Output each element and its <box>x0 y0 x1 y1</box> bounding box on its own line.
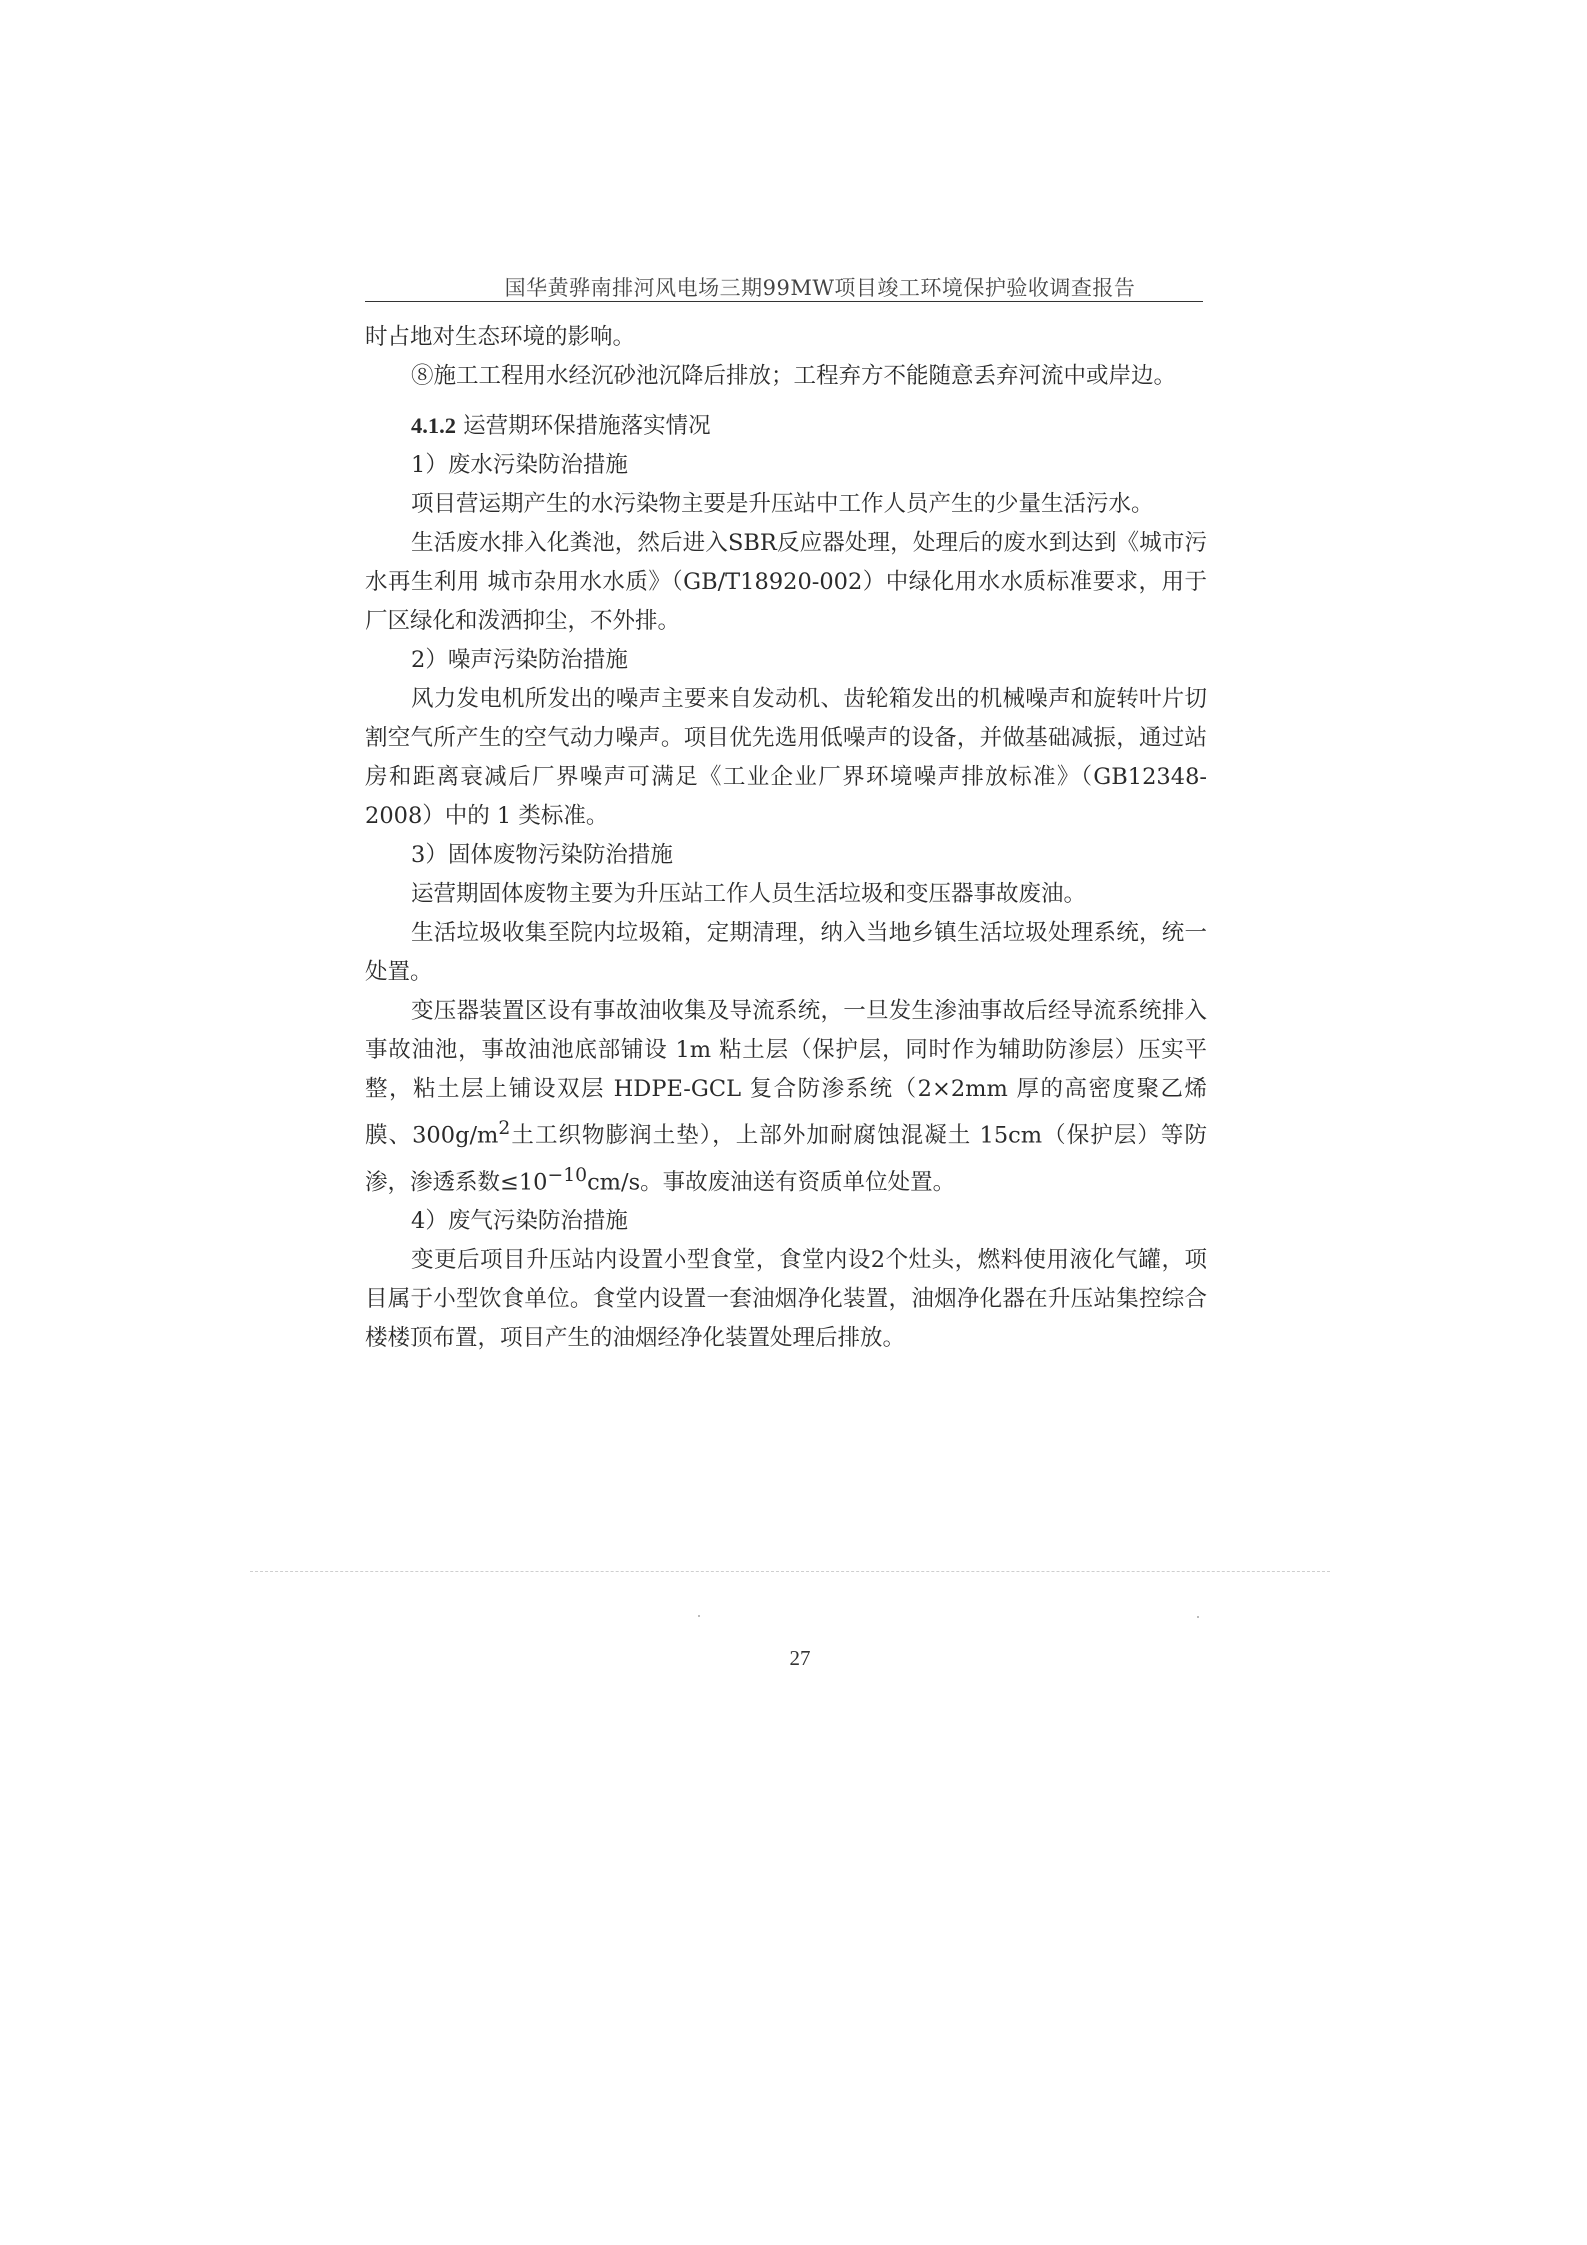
subheading-solid-waste: 3）固体废物污染防治措施 <box>411 842 673 868</box>
text-run: cm/s。事故废油送有资质单位处置。 <box>587 1169 956 1195</box>
subheading-noise: 2）噪声污染防治措施 <box>411 647 628 673</box>
section-number: 4.1.2 <box>411 413 456 438</box>
paragraph-solid-waste-2: 生活垃圾收集至院内垃圾箱，定期清理，纳入当地乡镇生活垃圾处理系统，统一处置。 <box>365 920 1207 985</box>
paragraph-wastewater-2: 生活废水排入化粪池，然后进入SBR反应器处理，处理后的废水到达到《城市污水再生利用 城市杂用水水质》（GB/T18920-002）中绿化用水水质标准要求，用于厂区绿化和泼洒抑尘，不外排。 <box>365 530 1208 634</box>
text-run: 变压器装置区设有事故油收集及导流系统，一旦发生渗油事故后经导流系统排入事故油池，事故油池底部铺设 1m 粘土层（保护层，同时作为辅助防渗层）压实平整，粘土层上铺设双层 HDPE-GCL 复合防渗系统（2×2mm 厚的高密度聚乙烯膜、300g/m <box>365 998 1207 1149</box>
superscript: −10 <box>547 1164 588 1186</box>
paragraph-solid-waste-1: 运营期固体废物主要为升压站工作人员生活垃圾和变压器事故废油。 <box>411 881 1087 907</box>
body-text <box>365 318 1207 1358</box>
paragraph-item-8: ⑧施工工程用水经沉砂池沉降后排放；工程弃方不能随意丢弃河流中或岸边。 <box>411 363 1177 389</box>
header-rule <box>365 301 1203 302</box>
text-run: 土工织物膨润土垫），上部外加耐腐蚀混凝土 15cm（保护层）等防渗，渗透系数≤10 <box>365 1122 1207 1195</box>
paragraph-continuation: 时占地对生态环境的影响。 <box>365 324 636 350</box>
section-title: 运营期环保措施落实情况 <box>456 413 711 439</box>
superscript: 2 <box>498 1118 511 1139</box>
paragraph-wastewater-1: 项目营运期产生的水污染物主要是升压站中工作人员产生的少量生活污水。 <box>411 491 1154 517</box>
scan-artifact-line <box>250 1571 1330 1572</box>
paragraph-exhaust-gas: 变更后项目升压站内设置小型食堂，食堂内设2个灶头，燃料使用液化气罐，项目属于小型饮食单位。食堂内设置一套油烟净化装置，油烟净化器在升压站集控综合楼楼顶布置，项目产生的油烟经净化装置处理后排放。 <box>365 1247 1207 1351</box>
running-header-title: 国华黄骅南排河风电场三期99MW项目竣工环境保护验收调查报告 <box>504 276 1136 300</box>
paragraph-solid-waste-3 <box>365 992 1207 1202</box>
subheading-exhaust-gas: 4）废气污染防治措施 <box>411 1208 628 1234</box>
page-number: 27 <box>789 1646 811 1670</box>
section-heading-4-1-2 <box>365 406 1207 446</box>
subheading-wastewater: 1）废水污染防治措施 <box>411 452 628 478</box>
scan-speck <box>1197 1616 1199 1618</box>
scan-speck <box>698 1615 700 1617</box>
paragraph-noise: 风力发电机所发出的噪声主要来自发动机、齿轮箱发出的机械噪声和旋转叶片切割空气所产生的空气动力噪声。项目优先选用低噪声的设备，并做基础减振，通过站房和距离衰减后厂界噪声可满足《工业企业厂界环境噪声排放标准》（GB12348-2008）中的 1 类标准。 <box>365 686 1207 829</box>
